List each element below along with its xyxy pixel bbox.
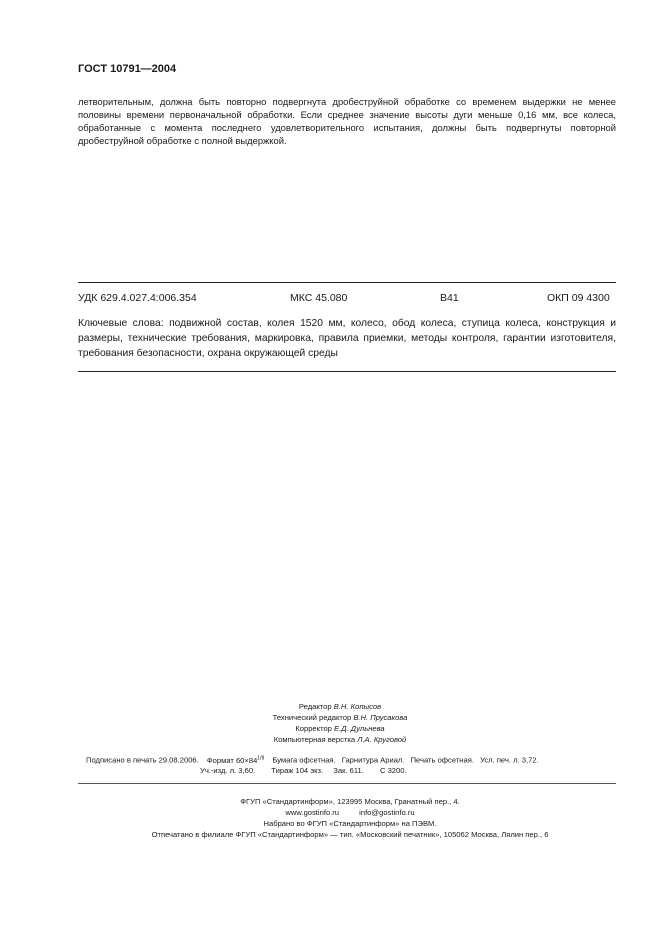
udk-code: УДК 629.4.027.4:006.354 xyxy=(78,292,197,304)
credit-tech-editor xyxy=(180,713,500,722)
group-code: В41 xyxy=(440,292,459,304)
credit-name: В.Н. Копысов xyxy=(333,702,382,711)
bottom-rule xyxy=(78,371,616,372)
publisher-email[interactable]: info@gostinfo.ru xyxy=(359,808,415,817)
credit-role: Корректор xyxy=(295,724,332,733)
print-run: Тираж 104 экз. xyxy=(271,766,324,775)
code: С 3200. xyxy=(379,766,407,775)
mks-code: МКС 45.080 xyxy=(290,292,348,304)
credit-role: Компьютерная верстка xyxy=(273,735,356,744)
printing: Печать офсетная. xyxy=(410,755,474,765)
credit-name: В.Н. Прусакова xyxy=(353,713,408,722)
document-header: ГОСТ 10791—2004 xyxy=(78,63,177,75)
body-paragraph: летворительным, должна быть повторно подвергнута дробеструйной обработке со временем выдержки не менее половины времени первоначальной обработки. Если среднее значение высоты дуги меньше 0,16 мм, все колеса, обработанные с момента последнего удовлетворительного испытания, должны быть подвергнуты повторной дробеструйной обработке с полной выдержкой. xyxy=(78,96,616,146)
footer-rule xyxy=(78,783,616,784)
publisher-web[interactable]: www.gostinfo.ru xyxy=(285,808,340,817)
credit-name: Л.А. Круговой xyxy=(357,735,407,744)
font-info: Гарнитура Ариал. xyxy=(341,755,405,765)
signed-date: Подписано в печать 29.08.2006. xyxy=(86,755,199,765)
printed-info: Отпечатано в филиале ФГУП «Стандартинформ» — тип. «Московский печатник», 105062 Москва, Лялин пер., 6 xyxy=(151,830,549,839)
credit-editor xyxy=(180,702,500,711)
okp-code: ОКП 09 4300 xyxy=(547,292,610,304)
credit-name: Е.Д. Дульнева xyxy=(334,724,385,733)
publisher-contacts xyxy=(90,808,610,817)
publisher-address: ФГУП «Стандартинформ», 123995 Москва, Гранатный пер., 4. xyxy=(240,797,460,806)
pub-sheets: Уч.-изд. л. 3,60. xyxy=(200,766,256,775)
credit-role: Технический редактор xyxy=(272,713,352,722)
print-sheets: Усл. печ. л. 3,72. xyxy=(480,755,539,765)
keywords: Ключевые слова: подвижной состав, колея 1520 мм, колесо, обод колеса, ступица колеса, конструкция и размеры, технические требования, маркировка, правила приемки, методы контроля, гарантии изготовителя, требования безопасности, охрана окружающей среды xyxy=(78,318,616,359)
print-info-line-1 xyxy=(86,755,539,765)
credit-layout xyxy=(180,735,500,744)
order-number: Зак. 611. xyxy=(333,766,364,775)
top-rule xyxy=(78,282,616,283)
typeset-info: Набрано во ФГУП «Стандартинформ» на ПЭВМ. xyxy=(263,819,437,828)
paper: Бумага офсетная. xyxy=(272,755,336,765)
credit-role: Редактор xyxy=(298,702,332,711)
format: Формат $60\times 84^{1/8}$ xyxy=(206,755,265,765)
print-info-line-2 xyxy=(200,766,407,775)
credit-corrector xyxy=(180,724,500,733)
